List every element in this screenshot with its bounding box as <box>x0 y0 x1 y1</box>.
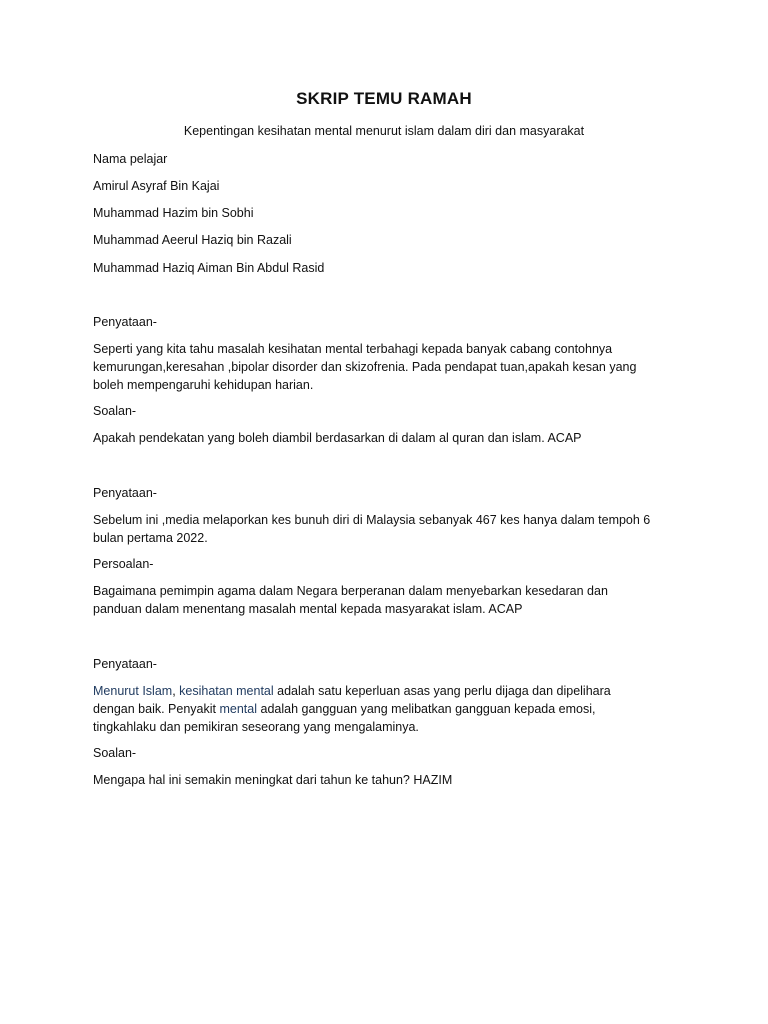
document-subtitle: Kepentingan kesihatan mental menurut islam dalam diri dan masyarakat <box>183 124 585 138</box>
statement-fragment: adalah satu keperluan asas yang perlu dijaga dan dipelihara <box>273 684 611 698</box>
statement-fragment: , <box>172 684 180 698</box>
question-text: Apakah pendekatan yang boleh diambil berdasarkan di dalam al quran dan islam. ACAP <box>93 431 582 445</box>
students-label: Nama pelajar <box>93 152 168 166</box>
statement-label: Penyataan- <box>93 315 157 329</box>
statement-line <box>93 682 683 700</box>
statement-text <box>93 682 683 736</box>
question-label: Soalan- <box>93 404 137 418</box>
statement-fragment: adalah gangguan yang melibatkan gangguan kepada emosi, <box>257 702 596 716</box>
statement-line: bulan pertama 2022. <box>93 531 208 545</box>
statement-fragment: dengan baik. Penyakit <box>93 702 220 716</box>
statement-line: Sebelum ini ,media melaporkan kes bunuh diri di Malaysia sebanyak 467 kes hanya dalam tempoh 6 <box>93 513 651 527</box>
statement-text <box>93 511 683 547</box>
question-line: panduan dalam menentang masalah mental kepada masyarakat islam. ACAP <box>93 602 523 616</box>
highlighted-phrase: mental <box>219 702 258 716</box>
question-label: Persoalan- <box>93 557 154 571</box>
question-label: Soalan- <box>93 746 137 760</box>
statement-label: Penyataan- <box>93 486 157 500</box>
question-text <box>93 582 683 618</box>
student-name: Muhammad Haziq Aiman Bin Abdul Rasid <box>93 261 325 275</box>
document-title: SKRIP TEMU RAMAH <box>296 89 472 108</box>
statement-line <box>93 700 683 718</box>
statement-line: Seperti yang kita tahu masalah kesihatan mental terbahagi kepada banyak cabang contohnya <box>93 342 613 356</box>
statement-text <box>93 340 683 394</box>
student-name: Muhammad Aeerul Haziq bin Razali <box>93 233 292 247</box>
statement-line: kemurungan,keresahan ,bipolar disorder dan skizofrenia. Pada pendapat tuan,apakah kesan yang <box>93 360 637 374</box>
statement-line: boleh mempengaruhi kehidupan harian. <box>93 378 314 392</box>
highlighted-phrase: kesihatan mental <box>179 684 274 698</box>
student-name: Muhammad Hazim bin Sobhi <box>93 206 254 220</box>
statement-line: tingkahlaku dan pemikiran seseorang yang mengalaminya. <box>93 720 419 734</box>
student-name: Amirul Asyraf Bin Kajai <box>93 179 220 193</box>
highlighted-phrase: Menurut Islam <box>93 684 173 698</box>
question-line: Bagaimana pemimpin agama dalam Negara berperanan dalam menyebarkan kesedaran dan <box>93 584 608 598</box>
statement-label: Penyataan- <box>93 657 157 671</box>
question-text: Mengapa hal ini semakin meningkat dari tahun ke tahun? HAZIM <box>93 773 453 787</box>
